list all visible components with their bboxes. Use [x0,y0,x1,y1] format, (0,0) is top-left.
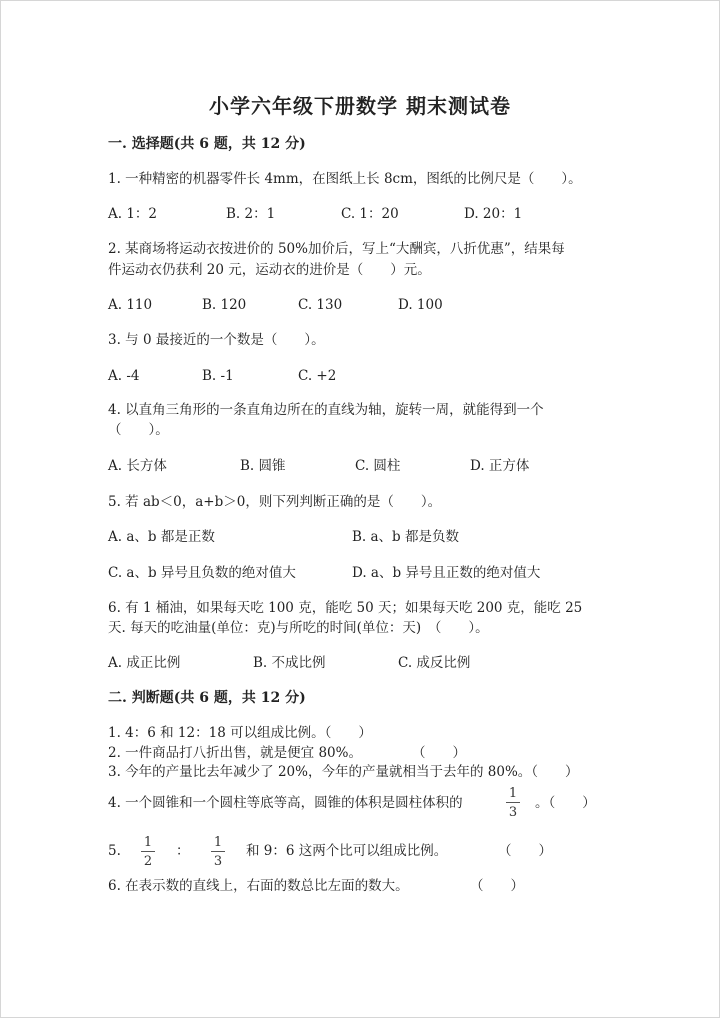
question-2-line2: 件运动衣仍获利 20 元，运动衣的进价是（ ）元。 [108,262,431,278]
judge-5-fraction-2 [210,835,226,869]
question-4-line2: （ ）。 [108,422,169,438]
fraction-bar [506,802,520,803]
judge-1: 1. 4：6 和 12：18 可以组成比例。（ ） [108,725,372,741]
q2-option-a: A. 110 [108,297,153,313]
judge-4-text: 4. 一个圆锥和一个圆柱等底等高，圆锥的体积是圆柱体积的 [108,795,463,811]
judge-4-paren: 。（ ） [535,795,596,811]
q4-option-b: B. 圆锥 [240,458,286,474]
q4-option-c: C. 圆柱 [355,458,401,474]
section-heading-judge: 二. 判断题(共 6 题，共 12 分) [108,690,306,706]
judge-3: 3. 今年的产量比去年减少了 20%，今年的产量就相当于去年的 80%。（ ） [108,764,579,780]
q4-option-a: A. 长方体 [108,458,167,474]
question-3: 3. 与 0 最接近的一个数是（ ）。 [108,332,325,348]
q6-option-c: C. 成反比例 [398,655,471,671]
q5-option-b: B. a、b 都是负数 [352,529,459,545]
q1-option-c: C. 1：20 [341,206,399,222]
fraction-denominator: 3 [508,805,518,820]
fraction-denominator: 2 [143,854,153,869]
q2-option-c: C. 130 [298,297,343,313]
fraction-numerator: 1 [143,835,153,850]
judge-2: 2. 一件商品打八折出售，就是便宜 80%。 [108,745,362,761]
question-2-line1: 2. 某商场将运动衣按进价的 50%加价后，写上“大酬宾，八折优惠”，结果每 [108,241,565,257]
judge-5-number: 5. [108,843,121,859]
fraction-bar [211,851,225,852]
question-6-line1: 6. 有 1 桶油，如果每天吃 100 克，能吃 50 天；如果每天吃 200 克，能吃 25 [108,600,583,616]
question-5: 5. 若 ab＜0，a+b＞0，则下列判断正确的是（ ）。 [108,494,442,510]
fraction-bar [141,851,155,852]
judge-5-text: 和 9：6 这两个比可以组成比例。 [246,843,448,859]
judge-5-paren: （ ） [498,843,552,859]
fraction-numerator: 1 [213,835,223,850]
q5-option-c: C. a、b 异号且负数的绝对值大 [108,565,296,581]
q3-option-c: C. +2 [298,368,337,384]
page-title: 小学六年级下册数学 期末测试卷 [209,94,511,118]
judge-6-paren: （ ） [470,878,524,894]
q2-option-b: B. 120 [202,297,247,313]
q3-option-a: A. -4 [108,368,140,384]
q1-option-d: D. 20：1 [464,206,523,222]
q4-option-d: D. 正方体 [470,458,530,474]
q6-option-b: B. 不成比例 [253,655,326,671]
judge-5-fraction-1 [140,835,156,869]
question-1: 1. 一种精密的机器零件长 4mm，在图纸上长 8cm，图纸的比例尺是（ ）。 [108,171,582,187]
question-4-line1: 4. 以直角三角形的一条直角边所在的直线为轴，旋转一周，就能得到一个 [108,402,544,418]
q1-option-b: B. 2：1 [226,206,276,222]
q1-option-a: A. 1：2 [108,206,158,222]
fraction-numerator: 1 [508,786,518,801]
q2-option-d: D. 100 [398,297,443,313]
q3-option-b: B. -1 [202,368,234,384]
judge-6: 6. 在表示数的直线上，右面的数总比左面的数大。 [108,878,409,894]
q6-option-a: A. 成正比例 [108,655,181,671]
q5-option-a: A. a、b 都是正数 [108,529,215,545]
judge-2-paren: （ ） [412,745,466,761]
question-6-line2: 天. 每天的吃油量(单位：克)与所吃的时间(单位：天) （ ）。 [108,620,489,636]
section-heading-choice: 一. 选择题(共 6 题，共 12 分) [108,136,306,152]
judge-4-fraction [505,786,521,820]
fraction-denominator: 3 [213,854,223,869]
judge-5-colon: ： [176,843,190,859]
q5-option-d: D. a、b 异号且正数的绝对值大 [352,565,541,581]
